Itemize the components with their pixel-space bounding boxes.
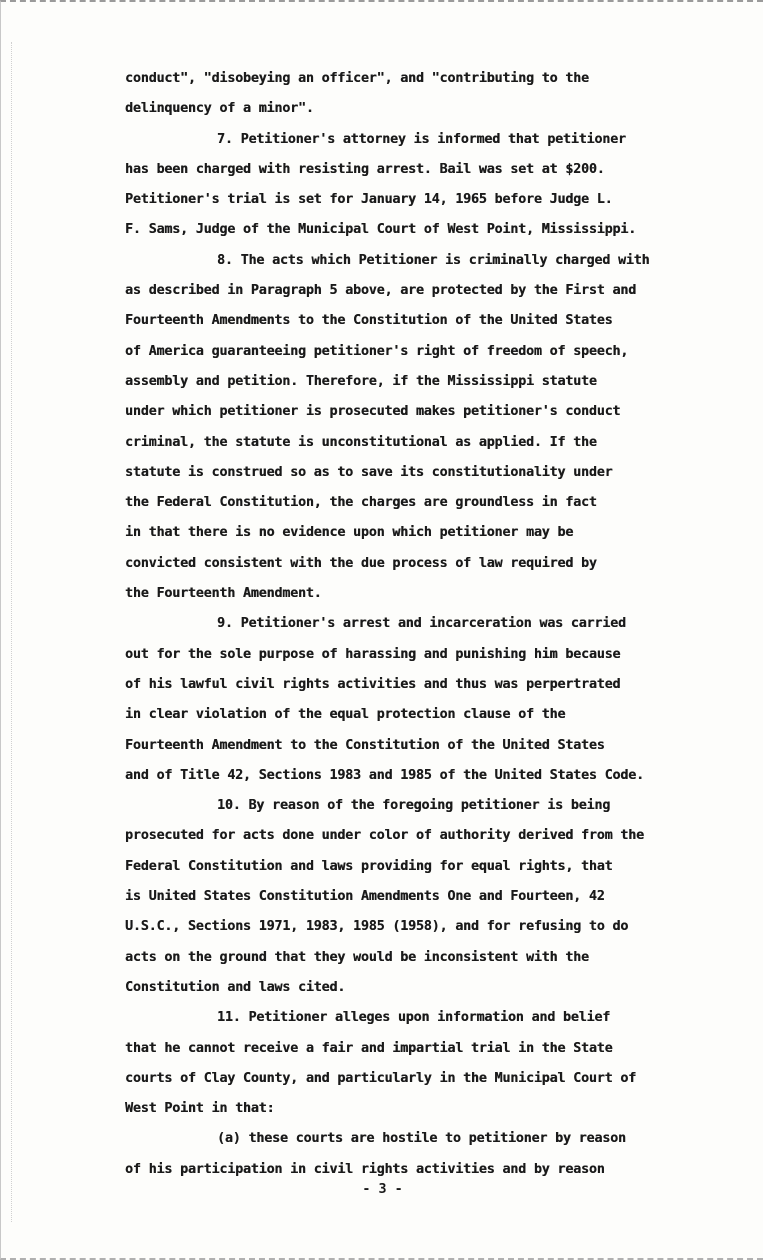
text-line: 9. Petitioner's arrest and incarceration was carried bbox=[217, 616, 626, 632]
text-line: courts of Clay County, and particularly in the Municipal Court of bbox=[125, 1070, 637, 1086]
text-line: statute is construed so as to save its constitutionality under bbox=[125, 464, 613, 480]
text-line: and of Title 42, Sections 1983 and 1985 of the United States Code. bbox=[125, 767, 644, 783]
text-line: that he cannot receive a fair and impartial trial in the State bbox=[125, 1040, 613, 1056]
text-line: Petitioner's trial is set for January 14, 1965 before Judge L. bbox=[125, 192, 613, 208]
text-line: in clear violation of the equal protection clause of the bbox=[125, 707, 566, 723]
text-line: F. Sams, Judge of the Municipal Court of West Point, Mississippi. bbox=[125, 222, 637, 238]
text-line: 7. Petitioner's attorney is informed that petitioner bbox=[217, 131, 626, 147]
text-line: (a) these courts are hostile to petitioner by reason bbox=[217, 1131, 626, 1147]
text-line: of America guaranteeing petitioner's right of freedom of speech, bbox=[125, 343, 629, 359]
text-line: of his lawful civil rights activities and thus was perpertrated bbox=[125, 676, 621, 692]
document-body bbox=[125, 64, 735, 1185]
text-line: Constitution and laws cited. bbox=[125, 979, 346, 995]
text-line: as described in Paragraph 5 above, are protected by the First and bbox=[125, 283, 637, 299]
text-line: delinquency of a minor". bbox=[125, 101, 314, 117]
text-line: the Fourteenth Amendment. bbox=[125, 586, 322, 602]
text-line: in that there is no evidence upon which petitioner may be bbox=[125, 525, 574, 541]
text-line: of his participation in civil rights activities and by reason bbox=[125, 1161, 605, 1177]
page-number: - 3 - bbox=[362, 1182, 403, 1197]
text-line: Fourteenth Amendment to the Constitution of the United States bbox=[125, 737, 605, 753]
text-line: conduct", "disobeying an officer", and "contributing to the bbox=[125, 71, 589, 86]
text-line: 11. Petitioner alleges upon information and belief bbox=[217, 1010, 611, 1026]
text-line: out for the sole purpose of harassing and punishing him because bbox=[125, 646, 621, 662]
text-line: has been charged with resisting arrest. Bail was set at $200. bbox=[125, 161, 605, 177]
text-line: West Point in that: bbox=[125, 1101, 275, 1117]
text-line: Federal Constitution and laws providing for equal rights, that bbox=[125, 858, 613, 874]
text-line: acts on the ground that they would be inconsistent with the bbox=[125, 949, 589, 965]
text-line: 10. By reason of the foregoing petitioner is being bbox=[217, 798, 611, 814]
text-line: assembly and petition. Therefore, if the Mississippi statute bbox=[125, 373, 597, 389]
text-line: criminal, the statute is unconstitutional as applied. If the bbox=[125, 434, 597, 450]
text-line: convicted consistent with the due process of law required by bbox=[125, 555, 597, 571]
text-line: the Federal Constitution, the charges are groundless in fact bbox=[125, 495, 597, 511]
text-line: prosecuted for acts done under color of authority derived from the bbox=[125, 828, 644, 844]
left-margin-rule bbox=[11, 42, 12, 1222]
text-line: under which petitioner is prosecuted makes petitioner's conduct bbox=[125, 404, 621, 420]
text-line: 8. The acts which Petitioner is criminally charged with bbox=[217, 252, 650, 268]
text-line: Fourteenth Amendments to the Constitution of the United States bbox=[125, 313, 613, 329]
text-line: U.S.C., Sections 1971, 1983, 1985 (1958), and for refusing to do bbox=[125, 919, 629, 935]
text-line: is United States Constitution Amendments One and Fourteen, 42 bbox=[125, 889, 605, 905]
